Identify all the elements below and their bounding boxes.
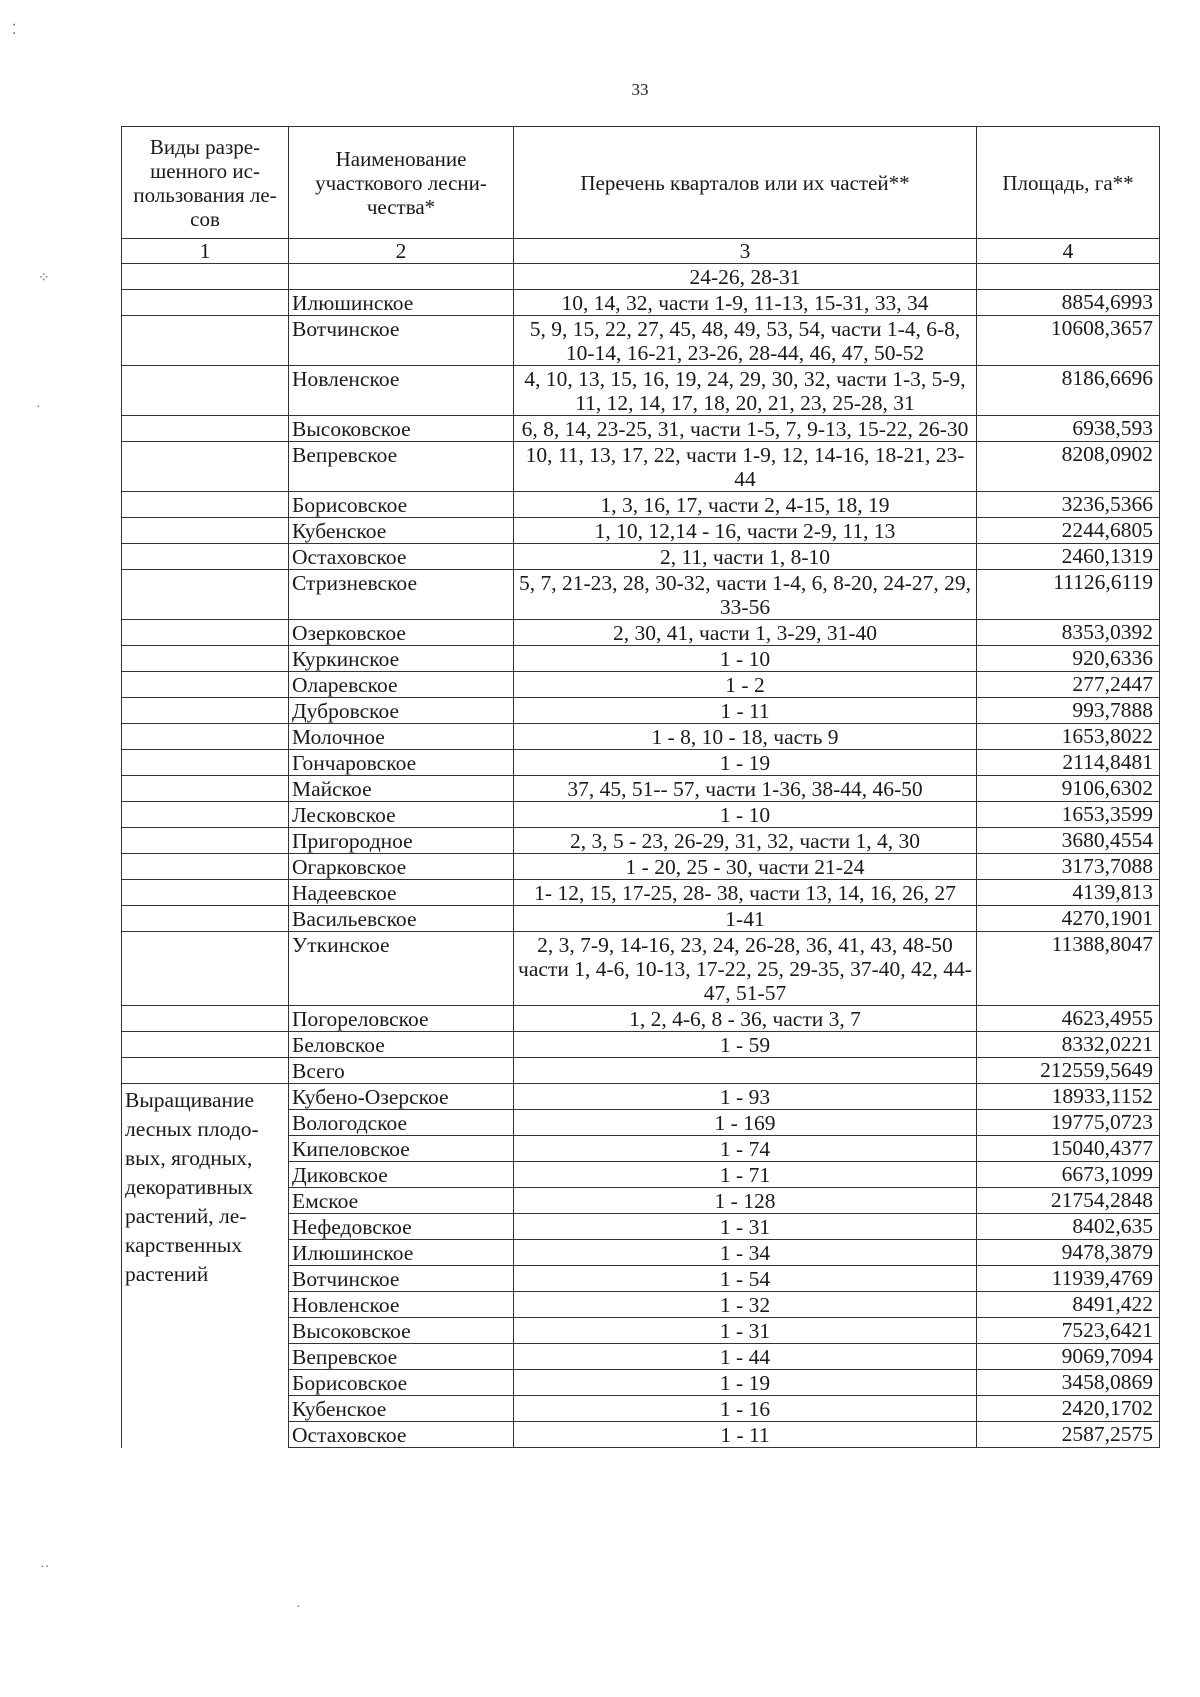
forestry-name-cell: Вепревское [289, 442, 514, 492]
usage-kind-cell [122, 290, 289, 316]
forestry-name-cell: Кубено-Озерское [289, 1084, 514, 1110]
table-row [122, 932, 1160, 1006]
area-cell: 11939,4769 [977, 1266, 1160, 1292]
header-area: Площадь, га** [977, 127, 1160, 239]
quarters-cell: 37, 45, 51-- 57, части 1-36, 38-44, 46-50 [514, 776, 977, 802]
col-number: 4 [977, 239, 1160, 264]
usage-kind-cell [122, 316, 289, 366]
usage-kind-cell [122, 442, 289, 492]
usage-kind-cell [122, 646, 289, 672]
forestry-name-cell: Остаховское [289, 544, 514, 570]
forestry-name-cell: Уткинское [289, 932, 514, 1006]
table-row [122, 492, 1160, 518]
forestry-name-cell: Новленское [289, 1292, 514, 1318]
forestry-name-cell: Кипеловское [289, 1136, 514, 1162]
table-row [122, 544, 1160, 570]
forestry-name-cell: Илюшинское [289, 290, 514, 316]
table-row [122, 1006, 1160, 1032]
page-number: 33 [631, 80, 649, 99]
continuation-row [122, 264, 1160, 290]
area-cell: 9069,7094 [977, 1344, 1160, 1370]
forestry-name-cell: Лесковское [289, 802, 514, 828]
area-cell: 3680,4554 [977, 828, 1160, 854]
forestry-name-cell: Погореловское [289, 1006, 514, 1032]
forestry-name-cell: Высоковское [289, 1318, 514, 1344]
area-cell: 8353,0392 [977, 620, 1160, 646]
scan-speck: · [36, 400, 41, 415]
usage-kind-cell [122, 906, 289, 932]
area-cell: 8332,0221 [977, 1032, 1160, 1058]
quarters-cell: 2, 30, 41, части 1, 3-29, 31-40 [514, 620, 977, 646]
quarters-cell: 10, 14, 32, части 1-9, 11-13, 15-31, 33, 34 [514, 290, 977, 316]
quarters-cell: 1 - 44 [514, 1344, 977, 1370]
area-cell [977, 264, 1160, 290]
area-cell: 8491,422 [977, 1292, 1160, 1318]
quarters-cell: 2, 3, 7-9, 14-16, 23, 24, 26-28, 36, 41, 43, 48-50 части 1, 4-6, 10-13, 17-22, 25, 29-35, 37-40, 42, 44-47, 51-57 [514, 932, 977, 1006]
area-cell: 3173,7088 [977, 854, 1160, 880]
usage-kind-cell [122, 570, 289, 620]
table-row [122, 906, 1160, 932]
quarters-cell: 1, 3, 16, 17, части 2, 4-15, 18, 19 [514, 492, 977, 518]
area-cell: 18933,1152 [977, 1084, 1160, 1110]
area-cell: 2114,8481 [977, 750, 1160, 776]
quarters-cell: 1 - 71 [514, 1162, 977, 1188]
table-row [122, 620, 1160, 646]
usage-kind-cell [122, 750, 289, 776]
table-row [122, 724, 1160, 750]
forestry-name-cell: Вотчинское [289, 316, 514, 366]
area-cell: 2587,2575 [977, 1422, 1160, 1448]
forestry-name-cell: Илюшинское [289, 1240, 514, 1266]
area-cell: 11126,6119 [977, 570, 1160, 620]
forestry-name-cell: Остаховское [289, 1422, 514, 1448]
area-cell: 9106,6302 [977, 776, 1160, 802]
area-cell: 3236,5366 [977, 492, 1160, 518]
scan-speck: ⁘ [38, 271, 50, 286]
table-row [122, 854, 1160, 880]
table-row [122, 1058, 1160, 1084]
forestry-name-cell: Озерковское [289, 620, 514, 646]
table-row [122, 518, 1160, 544]
usage-kind-cell [122, 854, 289, 880]
area-cell: 277,2447 [977, 672, 1160, 698]
quarters-cell: 1 - 8, 10 - 18, часть 9 [514, 724, 977, 750]
forestry-name-cell: Дубровское [289, 698, 514, 724]
quarters-cell: 1- 12, 15, 17-25, 28- 38, части 13, 14, 16, 26, 27 [514, 880, 977, 906]
area-cell: 2460,1319 [977, 544, 1160, 570]
quarters-cell: 1 - 10 [514, 802, 977, 828]
column-number-row [122, 239, 1160, 264]
usage-kind-cell [122, 416, 289, 442]
forestry-name-cell: Всего [289, 1058, 514, 1084]
header-forestry-name: Наименование участкового лесни-чества* [289, 127, 514, 239]
quarters-cell: 1 - 31 [514, 1318, 977, 1344]
forestry-name-cell: Борисовское [289, 492, 514, 518]
table-row [122, 1032, 1160, 1058]
area-cell: 11388,8047 [977, 932, 1160, 1006]
area-cell: 21754,2848 [977, 1188, 1160, 1214]
scan-speck: ·· [40, 1560, 50, 1575]
quarters-cell: 1 - 16 [514, 1396, 977, 1422]
col-number: 1 [122, 239, 289, 264]
table-row [122, 672, 1160, 698]
forestry-name-cell: Емское [289, 1188, 514, 1214]
quarters-cell: 4, 10, 13, 15, 16, 19, 24, 29, 30, 32, части 1-3, 5-9, 11, 12, 14, 17, 18, 20, 21, 23, 25-28, 31 [514, 366, 977, 416]
header-usage-kind: Виды разре-шенного ис-пользования ле-сов [122, 127, 289, 239]
table-row [122, 570, 1160, 620]
area-cell: 6673,1099 [977, 1162, 1160, 1188]
quarters-cell: 1, 10, 12,14 - 16, части 2-9, 11, 13 [514, 518, 977, 544]
table-row [122, 880, 1160, 906]
area-cell: 920,6336 [977, 646, 1160, 672]
forestry-name-cell: Кубенское [289, 1396, 514, 1422]
forest-usage-table [121, 126, 1160, 1448]
quarters-cell: 2, 3, 5 - 23, 26-29, 31, 32, части 1, 4, 30 [514, 828, 977, 854]
quarters-cell: 24-26, 28-31 [514, 264, 977, 290]
usage-kind-cell [122, 880, 289, 906]
usage-kind-cell [122, 672, 289, 698]
forestry-name-cell: Пригородное [289, 828, 514, 854]
quarters-cell: 1 - 19 [514, 1370, 977, 1396]
col-number: 3 [514, 239, 977, 264]
forestry-name-cell: Васильевское [289, 906, 514, 932]
area-cell: 1653,3599 [977, 802, 1160, 828]
area-cell: 9478,3879 [977, 1240, 1160, 1266]
usage-kind-cell [122, 1032, 289, 1058]
quarters-cell: 1 - 11 [514, 1422, 977, 1448]
area-cell: 19775,0723 [977, 1110, 1160, 1136]
quarters-cell: 10, 11, 13, 17, 22, части 1-9, 12, 14-16, 18-21, 23-44 [514, 442, 977, 492]
forestry-name-cell: Стризневское [289, 570, 514, 620]
quarters-cell: 1 - 54 [514, 1266, 977, 1292]
area-cell: 6938,593 [977, 416, 1160, 442]
usage-kind-cell [122, 492, 289, 518]
forestry-name-cell: Вепревское [289, 1344, 514, 1370]
area-cell: 3458,0869 [977, 1370, 1160, 1396]
forestry-name-cell: Высоковское [289, 416, 514, 442]
quarters-cell: 1 - 169 [514, 1110, 977, 1136]
forestry-name-cell: Вотчинское [289, 1266, 514, 1292]
quarters-cell: 1 - 31 [514, 1214, 977, 1240]
usage-kind-cell: Выращивание лесных плодо-вых, ягодных, декоративных растений, ле-карственных растений [122, 1084, 289, 1448]
usage-kind-cell [122, 1006, 289, 1032]
forestry-name-cell: Майское [289, 776, 514, 802]
table-row [122, 316, 1160, 366]
area-cell: 4623,4955 [977, 1006, 1160, 1032]
area-cell: 15040,4377 [977, 1136, 1160, 1162]
area-cell: 7523,6421 [977, 1318, 1160, 1344]
forestry-name-cell: Нефедовское [289, 1214, 514, 1240]
forestry-name-cell: Кубенское [289, 518, 514, 544]
quarters-cell: 1 - 2 [514, 672, 977, 698]
usage-kind-cell [122, 264, 289, 290]
usage-kind-cell [122, 620, 289, 646]
table-row [122, 290, 1160, 316]
table-row [122, 828, 1160, 854]
forestry-name-cell [289, 264, 514, 290]
table-row [122, 442, 1160, 492]
area-cell: 1653,8022 [977, 724, 1160, 750]
forestry-name-cell: Оларевское [289, 672, 514, 698]
table-row [122, 646, 1160, 672]
table-row [122, 802, 1160, 828]
quarters-cell: 2, 11, части 1, 8-10 [514, 544, 977, 570]
usage-kind-cell [122, 724, 289, 750]
quarters-cell: 1 - 59 [514, 1032, 977, 1058]
quarters-cell: 1 - 32 [514, 1292, 977, 1318]
quarters-cell: 1 - 10 [514, 646, 977, 672]
table-row [122, 750, 1160, 776]
usage-kind-cell [122, 776, 289, 802]
area-cell: 2244,6805 [977, 518, 1160, 544]
usage-kind-cell [122, 698, 289, 724]
forestry-name-cell: Диковское [289, 1162, 514, 1188]
usage-kind-cell [122, 518, 289, 544]
quarters-cell: 1 - 128 [514, 1188, 977, 1214]
usage-kind-cell [122, 828, 289, 854]
area-cell: 212559,5649 [977, 1058, 1160, 1084]
area-cell: 8402,635 [977, 1214, 1160, 1240]
table-row [122, 1084, 1160, 1110]
section2-body [122, 1084, 1160, 1448]
quarters-cell: 1, 2, 4-6, 8 - 36, части 3, 7 [514, 1006, 977, 1032]
forestry-name-cell: Беловское [289, 1032, 514, 1058]
usage-kind-cell [122, 366, 289, 416]
table-row [122, 416, 1160, 442]
area-cell: 993,7888 [977, 698, 1160, 724]
quarters-cell: 1-41 [514, 906, 977, 932]
quarters-cell: 1 - 34 [514, 1240, 977, 1266]
area-cell: 8208,0902 [977, 442, 1160, 492]
usage-kind-cell [122, 544, 289, 570]
usage-kind-cell [122, 1058, 289, 1084]
quarters-cell: 1 - 11 [514, 698, 977, 724]
table-row [122, 776, 1160, 802]
area-cell: 4270,1901 [977, 906, 1160, 932]
quarters-cell: 5, 9, 15, 22, 27, 45, 48, 49, 53, 54, части 1-4, 6-8, 10-14, 16-21, 23-26, 28-44, 46, 47, 50-52 [514, 316, 977, 366]
forestry-name-cell: Огарковское [289, 854, 514, 880]
quarters-cell: 1 - 19 [514, 750, 977, 776]
usage-kind-cell [122, 802, 289, 828]
forestry-name-cell: Вологодское [289, 1110, 514, 1136]
forestry-name-cell: Новленское [289, 366, 514, 416]
section1-body [122, 264, 1160, 1084]
col-number: 2 [289, 239, 514, 264]
quarters-cell: 6, 8, 14, 23-25, 31, части 1-5, 7, 9-13, 15-22, 26-30 [514, 416, 977, 442]
area-cell: 4139,813 [977, 880, 1160, 906]
scan-speck: · [296, 1600, 301, 1615]
area-cell: 2420,1702 [977, 1396, 1160, 1422]
quarters-cell: 1 - 74 [514, 1136, 977, 1162]
forestry-name-cell: Молочное [289, 724, 514, 750]
area-cell: 8854,6993 [977, 290, 1160, 316]
quarters-cell: 1 - 93 [514, 1084, 977, 1110]
scan-speck: ⁚ [12, 23, 17, 38]
quarters-cell: 1 - 20, 25 - 30, части 21-24 [514, 854, 977, 880]
forestry-name-cell: Куркинское [289, 646, 514, 672]
area-cell: 10608,3657 [977, 316, 1160, 366]
area-cell: 8186,6696 [977, 366, 1160, 416]
table-row [122, 366, 1160, 416]
usage-kind-cell [122, 932, 289, 1006]
header-quarters-list: Перечень кварталов или их частей** [514, 127, 977, 239]
forestry-name-cell: Гончаровское [289, 750, 514, 776]
forestry-name-cell: Надеевское [289, 880, 514, 906]
forestry-name-cell: Борисовское [289, 1370, 514, 1396]
quarters-cell [514, 1058, 977, 1084]
table-header-row [122, 127, 1160, 239]
table-row [122, 698, 1160, 724]
quarters-cell: 5, 7, 21-23, 28, 30-32, части 1-4, 6, 8-20, 24-27, 29, 33-56 [514, 570, 977, 620]
